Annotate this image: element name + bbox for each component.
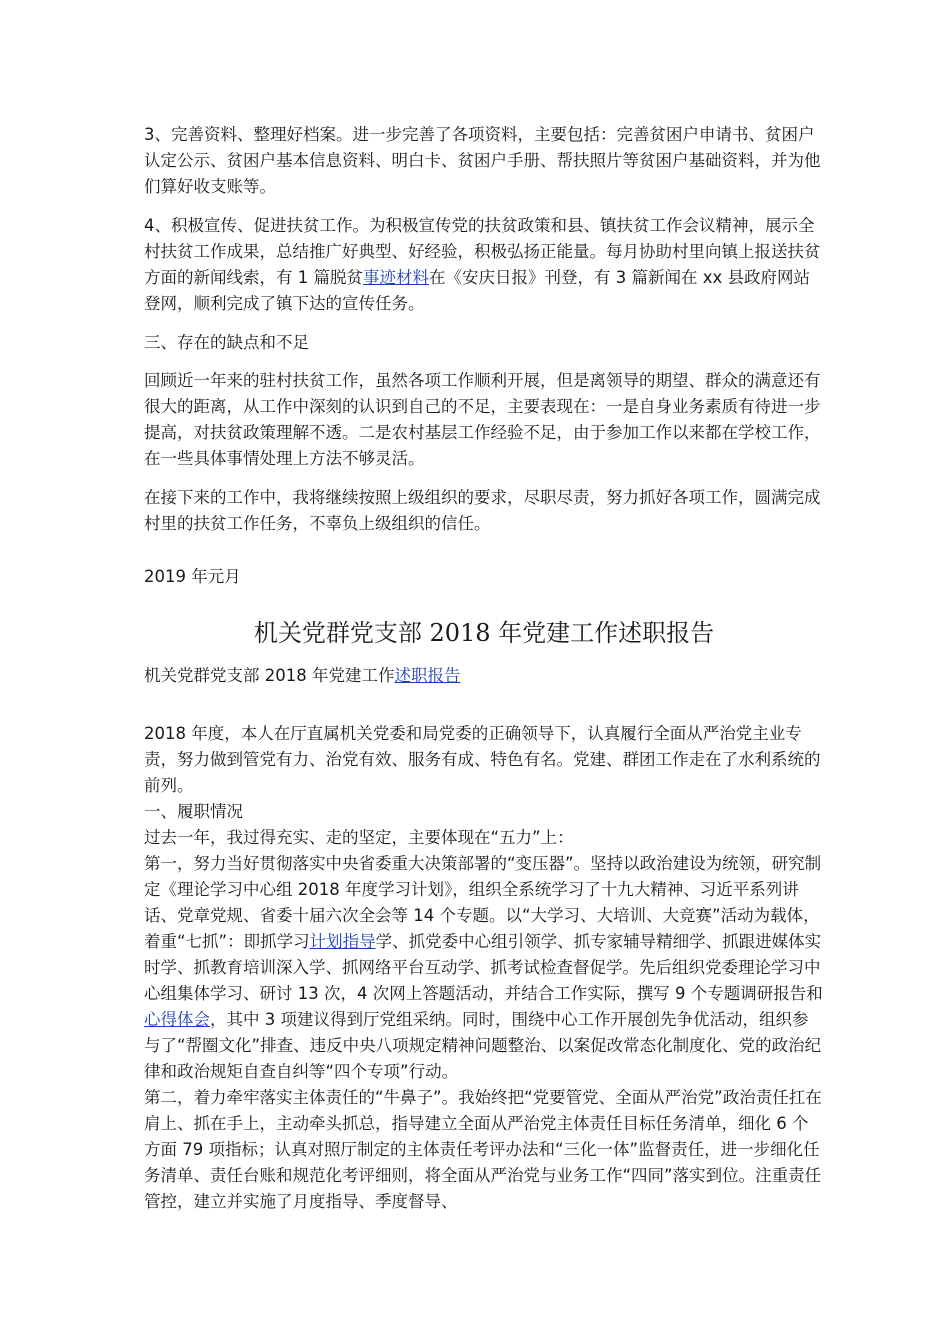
text-span: 机关党群党支部 2018 年党建工作 bbox=[144, 666, 395, 685]
link-plan-guide[interactable]: 计划指导 bbox=[309, 932, 376, 951]
paragraph-first bbox=[144, 851, 824, 1085]
text-span: 学、抓党委中心组引领学、抓专家辅导精细学、抓跟进媒体实时学、抓教育培训深入学、抓网络平台互动学、抓考试检查督促学。先后组织党委理论学习中心组集体学习、研讨 13 次，4 次网上答题活动，并结合工作实际，撰写 9 个专题调研报告和 bbox=[144, 932, 823, 1003]
text-span: 第一，努力当好贯彻落实中央省委重大决策部署的“变压器”。坚持以政治建设为统领，研究制定《理论学习中心组 2018 年度学习计划》，组织全系统学习了十九大精神、习近平系列讲话、党章党规、省委十届六次全会等 14 个专题。以“大学习、大培训、大竞赛”活动为载体，着重“七抓”：即抓学习 bbox=[144, 854, 822, 951]
paragraph-item-3: 3、完善资料、整理好档案。进一步完善了各项资料，主要包括：完善贫困户申请书、贫困户认定公示、贫困户基本信息资料、明白卡、贫困户手册、帮扶照片等贫困户基础资料，并为他们算好收支账等。 bbox=[144, 125, 821, 196]
report-subtitle bbox=[144, 663, 824, 689]
report-lead: 过去一年，我过得充实、走的坚定，主要体现在“五力”上： bbox=[144, 828, 574, 847]
date-line: 2019 年元月 bbox=[144, 567, 241, 586]
section-heading-3: 三、存在的缺点和不足 bbox=[144, 333, 309, 352]
paragraph-next-steps: 在接下来的工作中，我将继续按照上级组织的要求，尽职尽责，努力抓好各项工作，圆满完成村里的扶贫工作任务，不辜负上级组织的信任。 bbox=[144, 488, 821, 533]
report-body bbox=[144, 721, 824, 1215]
section-heading-1: 一、履职情况 bbox=[144, 802, 243, 821]
link-deed-material[interactable]: 事迹材料 bbox=[363, 268, 429, 287]
text-span: ，其中 3 项建议得到厅党组采纳。同时，围绕中心工作开展创先争优活动，组织参与了“帮圈文化”排查、违反中央八项规定精神问题整治、以案促改常态化制度化、党的政治纪律和政治规矩自查自纠等“四个专项”行动。 bbox=[144, 1010, 822, 1081]
report-title: 机关党群党支部 2018 年党建工作述职报告 bbox=[253, 619, 715, 647]
link-report[interactable]: 述职报告 bbox=[394, 666, 461, 685]
document-page bbox=[144, 122, 824, 1215]
paragraph-item-4 bbox=[144, 213, 824, 317]
link-experience[interactable]: 心得体会 bbox=[144, 1010, 210, 1029]
paragraph-shortcomings: 回顾近一年来的驻村扶贫工作，虽然各项工作顺利开展，但是离领导的期望、群众的满意还有很大的距离，从工作中深刻的认识到自己的不足，主要表现在：一是自身业务素质有待进一步提高，对扶贫政策理解不透。二是农村基层工作经验不足，由于参加工作以来都在学校工作，在一些具体事情处理上方法不够灵活。 bbox=[144, 371, 821, 468]
paragraph-second: 第二，着力牵牢落实主体责任的“牛鼻子”。我始终把“党要管党、全面从严治党”政治责任扛在肩上、抓在手上，主动牵头抓总，指导建立全面从严治党主体责任目标任务清单，细化 6 个方面 79 项指标；认真对照厅制定的主体责任考评办法和“三化一体”监督责任，进一步细化任务清单、责任台账和规范化考评细则，将全面从严治党与业务工作“四同”落实到位。注重责任管控，建立并实施了月度指导、季度督导、 bbox=[144, 1088, 822, 1211]
report-intro: 2018 年度，本人在厅直属机关党委和局党委的正确领导下，认真履行全面从严治党主业专责，努力做到管党有力、治党有效、服务有成、特色有名。党建、群团工作走在了水利系统的前列。 bbox=[144, 724, 821, 795]
text-span: 在《安庆日报》刊登，有 3 篇新闻在 xx 县政府网站登网，顺利完成了镇下达的宣传任务。 bbox=[144, 268, 811, 313]
text-span: 4、积极宣传、促进扶贫工作。为积极宣传党的扶贫政策和县、镇扶贫工作会议精神，展示全村扶贫工作成果，总结推广好典型、好经验，积极弘扬正能量。每月协助村里向镇上报送扶贫方面的新闻线索，有 1 篇脱贫 bbox=[144, 216, 821, 287]
